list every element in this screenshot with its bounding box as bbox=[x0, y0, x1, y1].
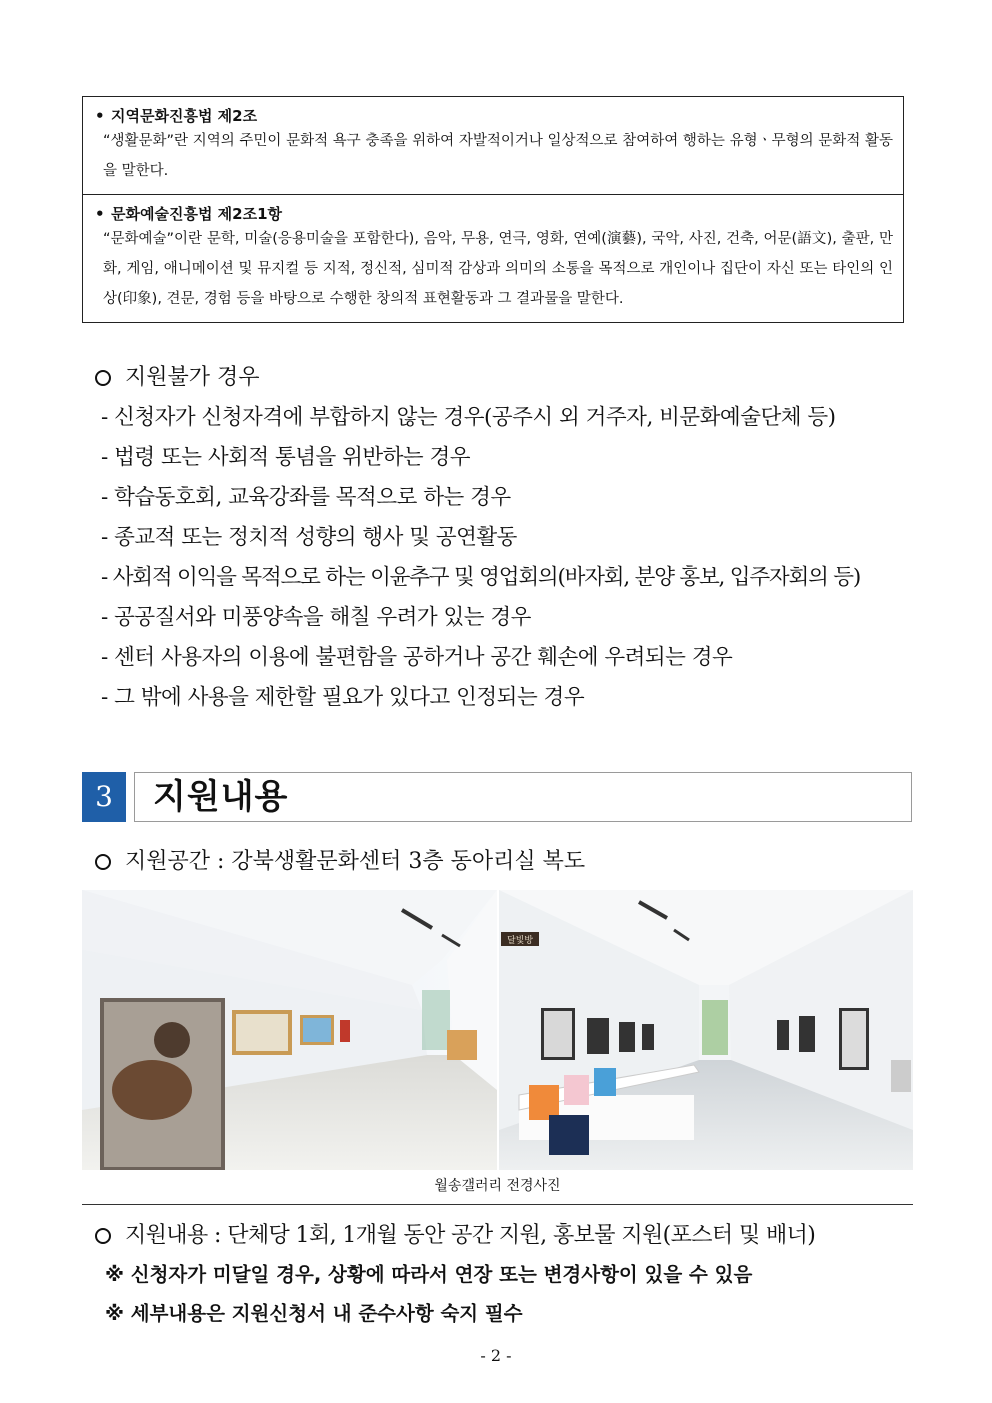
divider bbox=[82, 1204, 913, 1205]
support-space-text: 지원공간 : 강북생활문화센터 3층 동아리실 복도 bbox=[125, 849, 586, 874]
list-item: - 종교적 또는 정치적 성향의 행사 및 공연활동 bbox=[101, 525, 517, 550]
definition-box bbox=[82, 96, 904, 323]
circle-bullet-icon bbox=[95, 370, 111, 386]
bullet-dot: • bbox=[95, 205, 105, 223]
sign-text: 달빛방 bbox=[506, 936, 534, 946]
support-content-text: 지원내용 : 단체당 1회, 1개월 동안 공간 지원, 홍보물 지원(포스터 및 배너) bbox=[125, 1223, 816, 1248]
section-header bbox=[82, 772, 912, 822]
hallway-photo-image bbox=[499, 890, 913, 1170]
bullet-dot: • bbox=[95, 107, 105, 125]
list-item: - 신청자가 신청자격에 부합하지 않는 경우(공주시 외 거주자, 비문화예술단체 등) bbox=[101, 405, 836, 430]
list-item: - 공공질서와 미풍양속을 해칠 우려가 있는 경우 bbox=[101, 605, 531, 630]
list-item: - 학습동호회, 교육강좌를 목적으로 하는 경우 bbox=[101, 485, 511, 510]
support-content-line bbox=[95, 1216, 815, 1256]
ineligible-heading-text: 지원불가 경우 bbox=[125, 365, 260, 390]
definition-local-culture-act bbox=[83, 97, 903, 194]
gallery-photos bbox=[82, 890, 913, 1170]
definition-body: “생활문화”란 지역의 주민이 문화적 욕구 충족을 위하여 자발적이거나 일상적으로 참여하여 행하는 유형ㆍ무형의 문화적 활동을 말한다. bbox=[103, 133, 893, 179]
gallery-photo-right bbox=[499, 890, 913, 1170]
section-title: 지원내용 bbox=[153, 777, 289, 817]
definition-title-text: 지역문화진흥법 제2조 bbox=[111, 107, 258, 125]
section-number: 3 bbox=[82, 772, 126, 822]
support-space-line bbox=[95, 842, 585, 882]
list-item: - 그 밖에 사용을 제한할 필요가 있다고 인정되는 경우 bbox=[101, 685, 585, 710]
page-number: - 2 - bbox=[480, 1346, 512, 1365]
section-title-box bbox=[134, 772, 912, 822]
note-line: ※ 신청자가 미달일 경우, 상황에 따라서 연장 또는 변경사항이 있을 수 있음 bbox=[105, 1263, 753, 1286]
definition-title-text: 문화예술진흥법 제2조1항 bbox=[111, 205, 282, 223]
definition-title bbox=[95, 105, 893, 126]
definition-culture-arts-act bbox=[83, 194, 903, 322]
note-line: ※ 세부내용은 지원신청서 내 준수사항 숙지 필수 bbox=[105, 1302, 523, 1325]
definition-body: “문화예술”이란 문학, 미술(응용미술을 포함한다), 음악, 무용, 연극, 영화, 연예(演藝), 국악, 사진, 건축, 어문(語文), 출판, 만화, 게임, 애니메이션 및 뮤지컬 등 지적, 정신적, 심미적 감상과 의미의 소통을 목적으로 개인이나 집단이 자신 또는 타인의 인상(印象), 견문, 경험 등을 바탕으로 수행한 창의적 표현활동과 그 결과물을 말한다. bbox=[103, 231, 893, 307]
ineligible-heading bbox=[95, 358, 915, 398]
circle-bullet-icon bbox=[95, 854, 111, 870]
list-item: - 센터 사용자의 이용에 불편함을 공하거나 공간 훼손에 우려되는 경우 bbox=[101, 645, 733, 670]
definition-title bbox=[95, 203, 893, 224]
list-item: - 법령 또는 사회적 통념을 위반하는 경우 bbox=[101, 445, 471, 470]
circle-bullet-icon bbox=[95, 1228, 111, 1244]
gallery-photo-left bbox=[82, 890, 497, 1170]
list-item: - 사회적 이익을 목적으로 하는 이윤추구 및 영업회의(바자회, 분양 홍보, 입주자회의 등) bbox=[101, 565, 861, 590]
corridor-photo-image bbox=[82, 890, 497, 1170]
ineligible-section bbox=[95, 358, 915, 718]
photo-caption: 월송갤러리 전경사진 bbox=[434, 1178, 561, 1194]
